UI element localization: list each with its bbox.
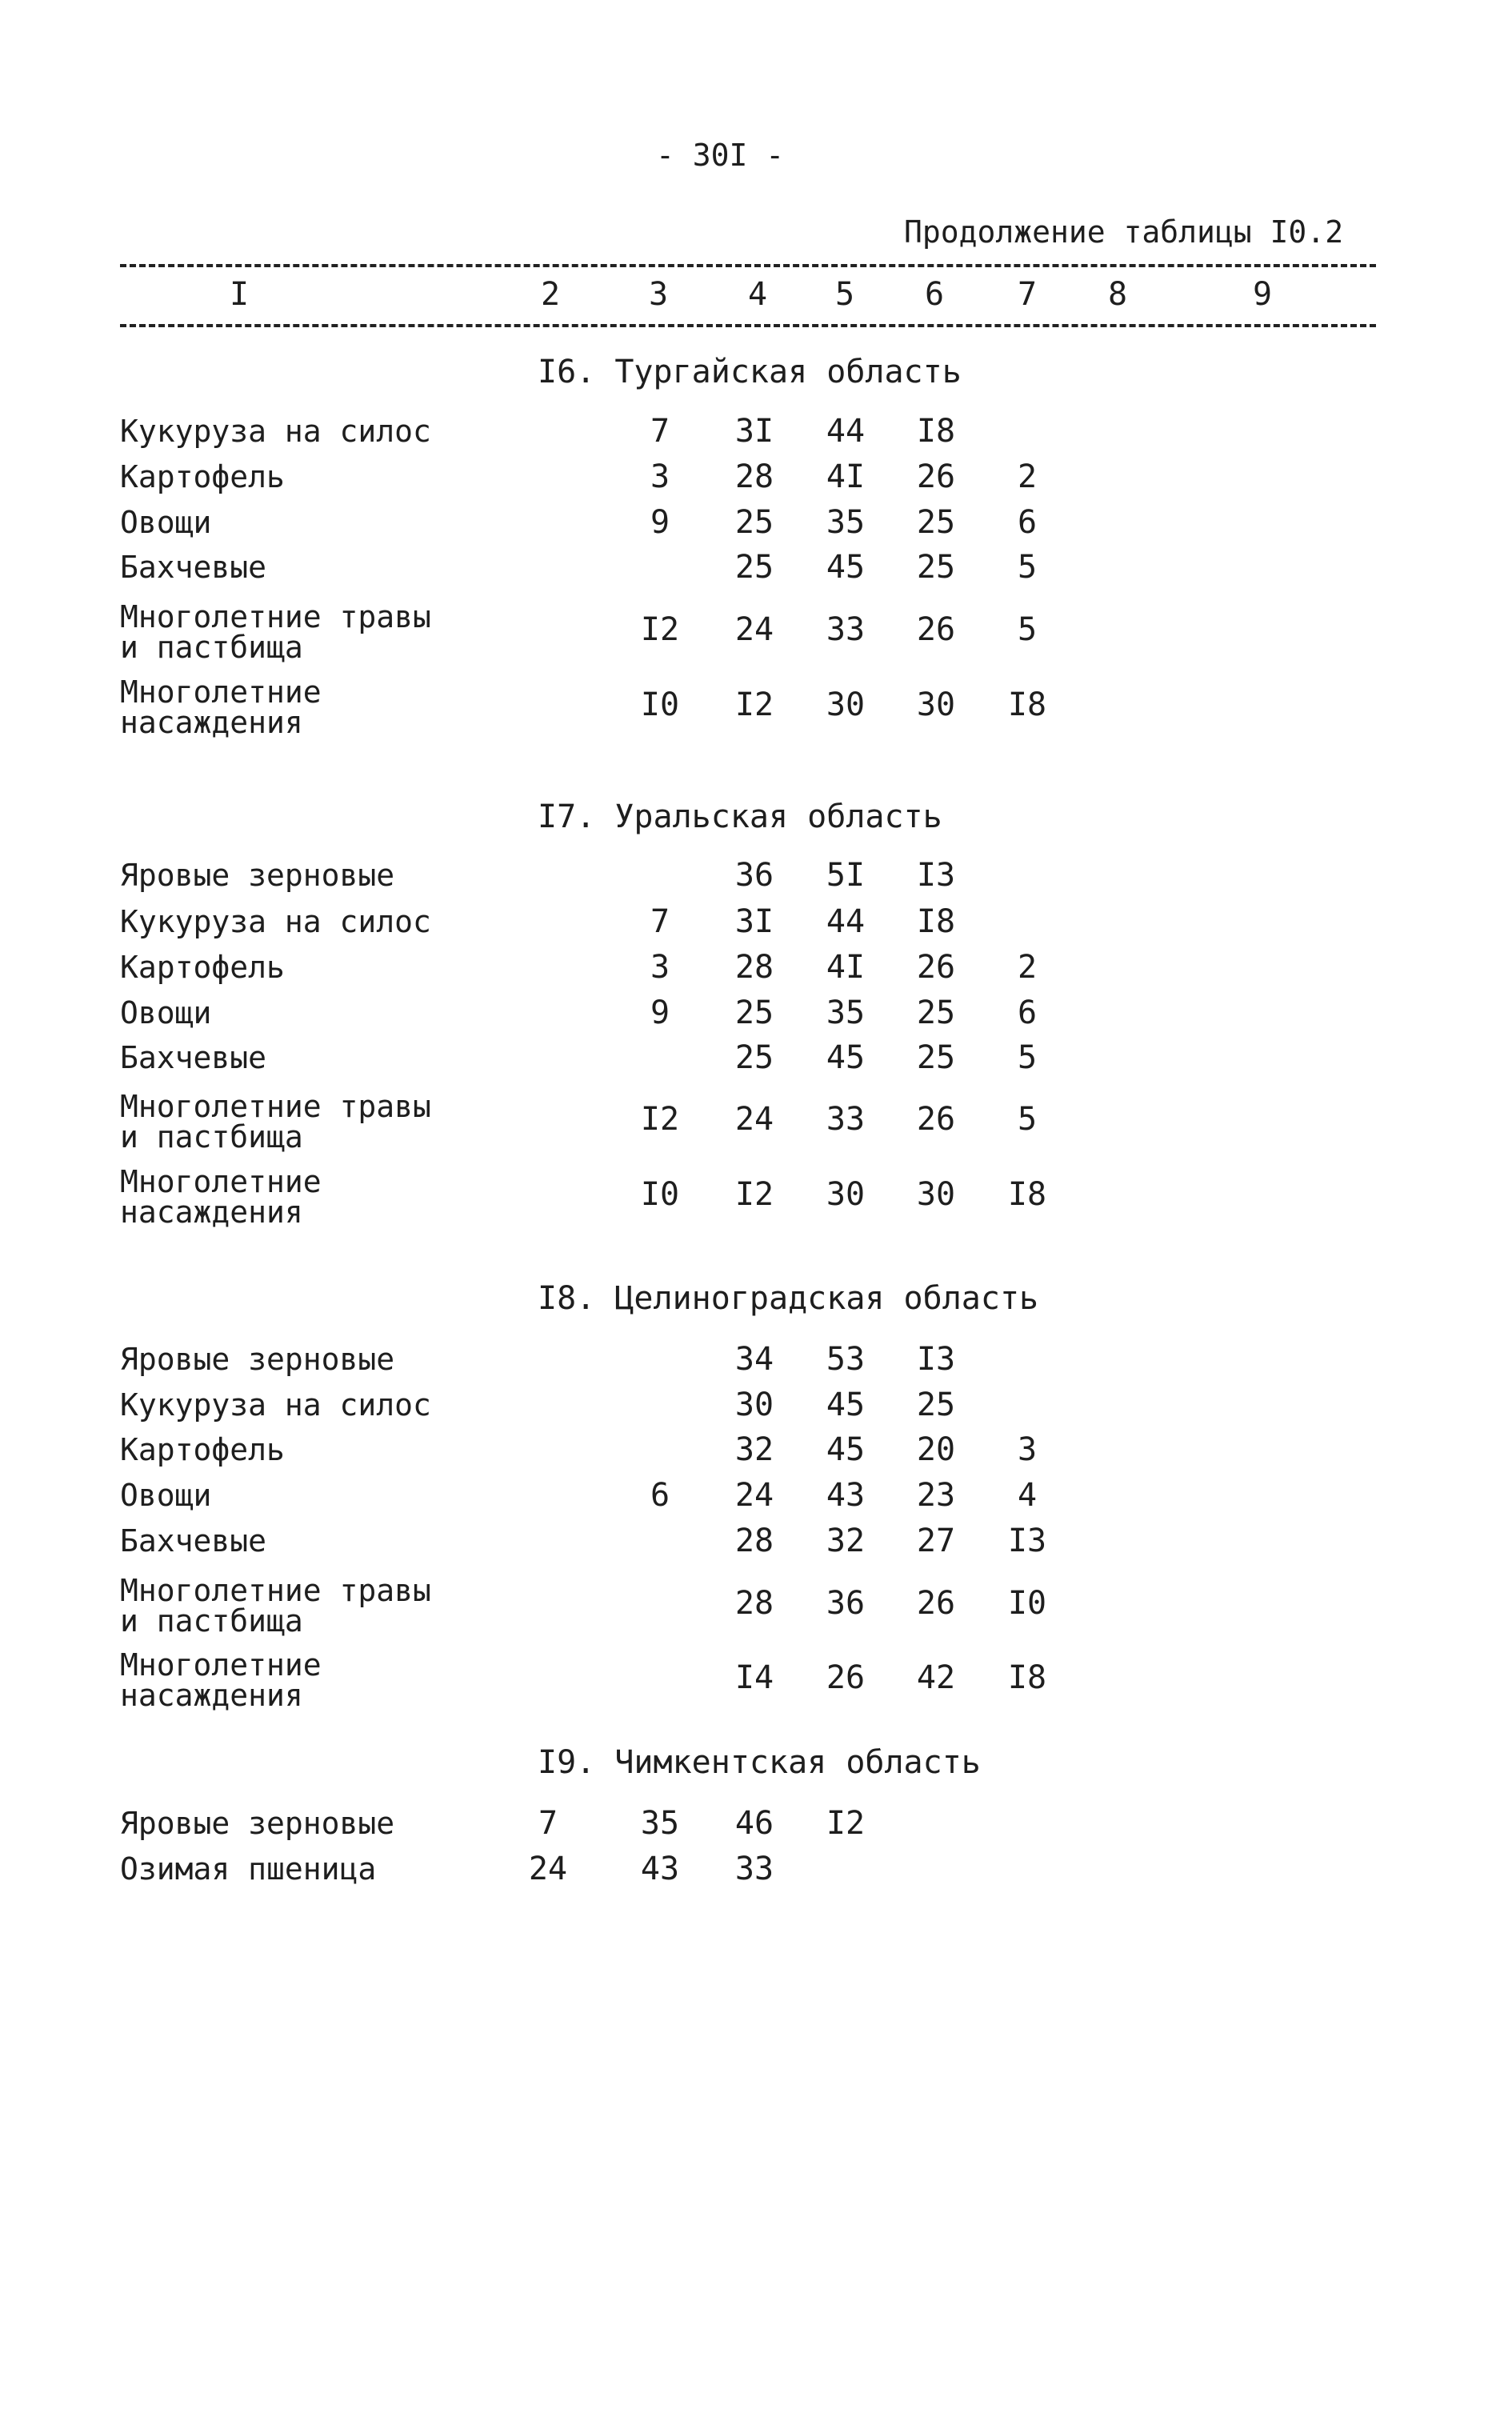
value-cell-c3: I2: [640, 611, 680, 648]
value-cell-c4: I2: [734, 686, 774, 723]
row-label: [120, 507, 211, 538]
value-cell-c4: 3I: [734, 903, 774, 940]
value-cell-c6: 30: [916, 1176, 956, 1213]
header-cell-9: 9: [1253, 276, 1273, 313]
value-cell-c4: 33: [734, 1851, 774, 1887]
row-label: [120, 674, 322, 740]
row-label-line-1: Многолетние: [120, 1647, 322, 1683]
value-cell-c6: 42: [916, 1659, 956, 1696]
row-label: [120, 858, 395, 893]
row-label-line-1: Овощи: [120, 1478, 212, 1513]
table-row: [120, 1039, 1376, 1090]
value-cell-c4: 28: [734, 1585, 774, 1622]
row-label-line-1: Картофель: [120, 459, 285, 494]
row-label-line-2: насаждения: [120, 1678, 303, 1713]
value-cell-c3: 9: [650, 994, 670, 1031]
row-label-line-1: Кукуруза на силос: [120, 414, 431, 449]
table-row: [120, 857, 1376, 908]
value-cell-c5: 53: [826, 1341, 866, 1378]
row-label-line-1: Бахчевые: [120, 550, 267, 585]
value-cell-c3: 7: [650, 903, 670, 940]
row-label-line-1: Многолетние: [120, 1164, 322, 1199]
table-row: [120, 413, 1376, 464]
table-row: [120, 674, 1376, 740]
table-row: [120, 949, 1376, 1000]
row-label: [120, 414, 431, 449]
row-label-line-2: насаждения: [120, 1194, 303, 1230]
row-label-line-1: Бахчевые: [120, 1523, 267, 1559]
value-cell-c5: 30: [826, 1176, 866, 1213]
value-cell-c4: 3I: [734, 413, 774, 450]
row-label: [120, 1851, 377, 1887]
value-cell-c4: 24: [734, 1101, 774, 1138]
table-row: [120, 1573, 1376, 1639]
value-cell-c5: 45: [826, 1431, 866, 1468]
value-cell-c3: I0: [640, 1176, 680, 1213]
value-cell-c7: 4: [1017, 1477, 1038, 1514]
row-label: [120, 459, 285, 494]
value-cell-c7: 5: [1017, 611, 1038, 648]
table-row: [120, 1523, 1376, 1574]
value-cell-c5: 33: [826, 611, 866, 648]
value-cell-c6: 25: [916, 549, 956, 586]
value-cell-c4: 32: [734, 1431, 774, 1468]
value-cell-c4: 25: [734, 549, 774, 586]
value-cell-c3: 7: [650, 413, 670, 450]
header-cell-5: 5: [835, 276, 855, 313]
value-cell-c4: 28: [734, 458, 774, 495]
value-cell-c7: 5: [1017, 1039, 1038, 1076]
value-cell-c6: 25: [916, 504, 956, 541]
value-cell-c7: 2: [1017, 458, 1038, 495]
value-cell-c7: I8: [1007, 1176, 1047, 1213]
row-label: [120, 950, 285, 985]
value-cell-c7: 3: [1017, 1431, 1038, 1468]
row-label: [120, 906, 431, 937]
value-cell-c5: 32: [826, 1523, 866, 1559]
table-row: [120, 1805, 1376, 1856]
row-label-line-1: Озимая пшеница: [120, 1851, 377, 1887]
row-label-line-2: и пастбища: [120, 1603, 303, 1639]
value-cell-c5: 44: [826, 413, 866, 450]
header-cell-6: 6: [925, 276, 945, 313]
section-title: I6. Тургайская область: [538, 354, 962, 390]
top-dashed-rule: [120, 264, 1376, 267]
value-cell-c5: 45: [826, 549, 866, 586]
value-cell-c4: 25: [734, 1039, 774, 1076]
header-cell-7: 7: [1018, 276, 1038, 313]
table-row: [120, 1341, 1376, 1392]
value-cell-c4: 25: [734, 994, 774, 1031]
value-cell-c5: 30: [826, 686, 866, 723]
row-label: [120, 1042, 266, 1073]
table-row: [120, 458, 1376, 510]
value-cell-c7: 5: [1017, 549, 1038, 586]
value-cell-c6: 20: [916, 1431, 956, 1468]
table-row: [120, 1089, 1376, 1154]
value-cell-c5: 43: [826, 1477, 866, 1514]
value-cell-c3: 43: [640, 1851, 680, 1887]
table-row: [120, 994, 1376, 1046]
value-cell-c4: 34: [734, 1341, 774, 1378]
table-row: [120, 549, 1376, 600]
value-cell-c4: 28: [734, 1523, 774, 1559]
row-label-line-1: Яровые зерновые: [120, 858, 395, 893]
header-dashed-rule: [120, 324, 1376, 327]
table-row: [120, 1647, 1376, 1713]
table-row: [120, 1387, 1376, 1438]
row-label: [120, 1164, 322, 1230]
row-label: [120, 1091, 431, 1152]
value-cell-c2: 24: [528, 1851, 568, 1887]
row-label-line-1: Овощи: [120, 505, 212, 540]
row-label-line-1: Яровые зерновые: [120, 1342, 395, 1377]
value-cell-c5: I2: [826, 1805, 866, 1842]
table-row: [120, 1164, 1376, 1230]
value-cell-c5: 5I: [826, 857, 866, 894]
row-label: [120, 1344, 394, 1375]
table-row: [120, 599, 1376, 665]
value-cell-c6: I8: [916, 413, 956, 450]
value-cell-c5: 4I: [826, 458, 866, 495]
section-title: I8. Целиноградская область: [538, 1280, 1039, 1317]
row-label-line-1: Многолетние: [120, 674, 322, 710]
value-cell-c4: 30: [734, 1387, 774, 1423]
value-cell-c4: I2: [734, 1176, 774, 1213]
row-label-line-1: Многолетние травы: [120, 1089, 431, 1124]
value-cell-c7: I0: [1007, 1585, 1047, 1622]
value-cell-c7: 6: [1017, 994, 1038, 1031]
value-cell-c6: 26: [916, 949, 956, 986]
value-cell-c6: I3: [916, 857, 956, 894]
value-cell-c5: 36: [826, 1585, 866, 1622]
row-label: [120, 1480, 211, 1511]
value-cell-c3: 9: [650, 504, 670, 541]
value-cell-c3: I0: [640, 686, 680, 723]
value-cell-c6: 30: [916, 686, 956, 723]
value-cell-c7: 6: [1017, 504, 1038, 541]
value-cell-c3: 3: [650, 949, 670, 986]
value-cell-c6: 26: [916, 1585, 956, 1622]
row-label: [120, 599, 431, 665]
value-cell-c6: I3: [916, 1341, 956, 1378]
value-cell-c6: 25: [916, 1039, 956, 1076]
row-label: [120, 1432, 285, 1467]
value-cell-c4: 46: [734, 1805, 774, 1842]
value-cell-c6: 26: [916, 458, 956, 495]
value-cell-c3: I2: [640, 1101, 680, 1138]
value-cell-c5: 4I: [826, 949, 866, 986]
section-title: I9. Чимкентская область: [538, 1744, 981, 1781]
table-row: [120, 903, 1376, 954]
section-title: I7. Уральская область: [538, 798, 942, 835]
value-cell-c5: 45: [826, 1387, 866, 1423]
value-cell-c6: I8: [916, 903, 956, 940]
value-cell-c5: 26: [826, 1659, 866, 1696]
value-cell-c4: 36: [734, 857, 774, 894]
value-cell-c6: 27: [916, 1523, 956, 1559]
value-cell-c4: I4: [734, 1659, 774, 1696]
header-cell-1: I: [230, 276, 250, 313]
table-row: [120, 1851, 1376, 1902]
value-cell-c3: 35: [640, 1805, 680, 1842]
row-label-line-1: Бахчевые: [120, 1040, 267, 1075]
value-cell-c6: 25: [916, 994, 956, 1031]
header-cell-8: 8: [1108, 276, 1128, 313]
row-label-line-1: Кукуруза на силос: [120, 1387, 431, 1423]
row-label-line-1: Многолетние травы: [120, 599, 431, 634]
row-label-line-1: Картофель: [120, 1432, 285, 1467]
value-cell-c4: 28: [734, 949, 774, 986]
row-label: [120, 1647, 322, 1713]
table-row: [120, 1477, 1376, 1528]
row-label: [120, 1523, 267, 1559]
header-cell-4: 4: [748, 276, 768, 313]
row-label: [120, 1573, 431, 1639]
continuation-caption: Продолжение таблицы I0.2: [904, 214, 1344, 250]
row-label-line-2: и пастбища: [120, 1119, 303, 1154]
value-cell-c5: 35: [826, 504, 866, 541]
value-cell-c3: 3: [650, 458, 670, 495]
value-cell-c7: I3: [1007, 1523, 1047, 1559]
value-cell-c4: 25: [734, 504, 774, 541]
value-cell-c4: 24: [734, 611, 774, 648]
value-cell-c4: 24: [734, 1477, 774, 1514]
value-cell-c7: I8: [1007, 1659, 1047, 1696]
row-label-line-1: Яровые зерновые: [120, 1806, 395, 1841]
table-row: [120, 1431, 1376, 1483]
header-cell-3: 3: [649, 276, 669, 313]
row-label-line-1: Многолетние травы: [120, 1573, 431, 1608]
header-cell-2: 2: [541, 276, 561, 313]
value-cell-c6: 26: [916, 1101, 956, 1138]
row-label-line-1: Кукуруза на силос: [120, 904, 431, 939]
table-row: [120, 504, 1376, 555]
row-label-line-2: насаждения: [120, 705, 303, 740]
value-cell-c5: 33: [826, 1101, 866, 1138]
value-cell-c7: 2: [1017, 949, 1038, 986]
value-cell-c7: 5: [1017, 1101, 1038, 1138]
value-cell-c5: 45: [826, 1039, 866, 1076]
value-cell-c6: 23: [916, 1477, 956, 1514]
value-cell-c6: 26: [916, 611, 956, 648]
row-label: [120, 995, 212, 1030]
value-cell-c2: 7: [538, 1805, 558, 1842]
row-label: [120, 1808, 394, 1839]
value-cell-c3: 6: [650, 1477, 670, 1514]
value-cell-c5: 35: [826, 994, 866, 1031]
row-label-line-2: и пастбища: [120, 630, 303, 665]
value-cell-c7: I8: [1007, 686, 1047, 723]
row-label-line-1: Картофель: [120, 950, 285, 985]
row-label-line-1: Овощи: [120, 995, 212, 1030]
row-label: [120, 1387, 431, 1423]
value-cell-c6: 25: [916, 1387, 956, 1423]
row-label: [120, 550, 267, 585]
value-cell-c5: 44: [826, 903, 866, 940]
page-number: - 30I -: [656, 138, 785, 173]
